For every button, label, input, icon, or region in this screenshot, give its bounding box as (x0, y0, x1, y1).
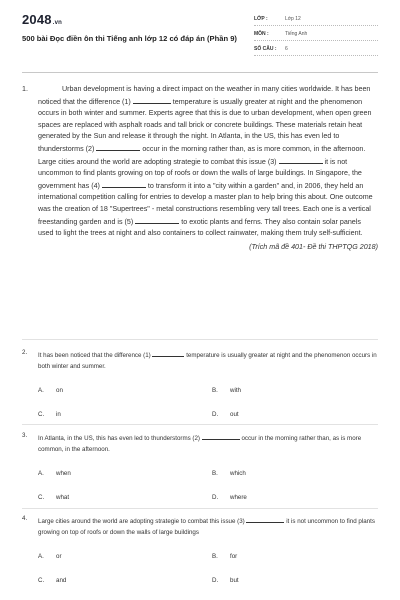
passage-text: Urban development is having a direct impact on the weather in many cities worldwide. It has been noticed that the difference (1) (38, 85, 371, 106)
passage-paragraph-1 (38, 84, 378, 156)
meta-row-class (254, 14, 378, 26)
option-letter: B. (212, 386, 218, 394)
option-letter: A. (38, 386, 44, 394)
answer-blank (246, 515, 284, 523)
answer-blank (96, 143, 140, 151)
question-number: 3. (22, 432, 28, 439)
passage-text: occur in the morning rather than, as is more common, in the afternoon. (142, 144, 366, 153)
option-letter: B. (212, 469, 218, 477)
meta-key: LỚP : (254, 16, 268, 22)
question-text-part: occur in the morning rather than, as is more common, in the afternoon. (38, 435, 362, 454)
option-d[interactable] (212, 494, 247, 501)
option-letter: C. (38, 410, 45, 418)
site-logo[interactable] (22, 12, 62, 27)
option-c[interactable] (38, 494, 69, 501)
question-divider (22, 339, 378, 340)
answer-blank (135, 216, 179, 224)
passage-text: to transform it into a "city within a garden" and, in 2006, they held an international competition calling for entries to develop a master plan to help bring this about. One outcome was the creation of 18 "Supertrees" - metal constructions resembling very tall trees. Each one is a vertical freestanding garden and is (5) (38, 181, 373, 226)
meta-row-count (254, 44, 378, 56)
question-text-part: temperature is usually greater at night and the phenomenon occurs in both winter and summer. (38, 352, 377, 371)
meta-value: Lớp 12 (285, 16, 301, 22)
option-letter: D. (212, 410, 219, 418)
logo-suffix: .vn (52, 20, 63, 26)
passage-paragraph-2 (38, 156, 378, 240)
option-text: for (230, 552, 238, 560)
page-header (0, 0, 400, 62)
option-text: when (56, 469, 71, 477)
answer-options (38, 539, 378, 585)
option-letter: C. (38, 576, 45, 584)
question-text (38, 515, 378, 539)
option-text: and (56, 576, 67, 584)
option-b[interactable] (212, 387, 241, 394)
question-divider (22, 424, 378, 425)
option-text: which (230, 469, 246, 477)
reading-passage (22, 84, 378, 253)
option-text: with (230, 386, 242, 394)
passage-text: to exotic plants and ferns. They also contain solar panels used to light the trees at night and also containers to collect rainwater, making them truly self-sufficient. (38, 217, 363, 238)
option-a[interactable] (38, 470, 71, 477)
option-a[interactable] (38, 387, 63, 394)
answer-blank (152, 349, 184, 357)
option-d[interactable] (212, 411, 239, 418)
question-text-part: Large cities around the world are adopting strategie to combat this issue (3) (38, 518, 245, 525)
question-2 (22, 349, 378, 419)
option-text: what (56, 493, 70, 501)
option-text: in (56, 410, 61, 418)
question-text-part: In Atlanta, in the US, this has even led to thunderstorms (2) (38, 435, 200, 442)
document-meta (254, 14, 378, 59)
option-c[interactable] (38, 577, 66, 584)
meta-key: SỐ CÂU : (254, 46, 277, 52)
option-text: out (230, 410, 239, 418)
option-b[interactable] (212, 470, 246, 477)
option-letter: A. (38, 469, 44, 477)
meta-row-subject (254, 29, 378, 41)
question-text (38, 432, 378, 456)
option-text: or (56, 552, 62, 560)
option-letter: B. (212, 552, 218, 560)
question-text-part: It has been noticed that the difference (1) (38, 352, 151, 359)
question-text-part: it is not uncommon to find plants growing on top of roofs or down the walls of large buildings (38, 518, 375, 537)
option-a[interactable] (38, 553, 62, 560)
option-text: where (230, 493, 247, 501)
passage-body (38, 84, 378, 253)
option-text: on (56, 386, 63, 394)
option-b[interactable] (212, 553, 237, 560)
header-divider (22, 72, 378, 73)
answer-blank (102, 180, 146, 188)
logo-text: 2048 (22, 12, 52, 27)
answer-blank (133, 96, 171, 104)
answer-options (38, 373, 378, 419)
option-text: but (230, 576, 239, 584)
question-number: 4. (22, 515, 28, 522)
meta-key: MÔN : (254, 31, 269, 37)
question-3 (22, 432, 378, 502)
question-text (38, 349, 378, 373)
option-letter: C. (38, 493, 45, 501)
option-letter: A. (38, 552, 44, 560)
option-d[interactable] (212, 577, 239, 584)
passage-source: (Trích mã đề 401- Đề thi THPTQG 2018) (249, 242, 378, 251)
passage-text: it is not uncommon to find plants growing on top of roofs or down the walls of large buildings. In Singapore, the government has (4) (38, 157, 362, 190)
passage-text: Large cities around the world are adopting strategie to combat this issue (3) (38, 157, 277, 166)
answer-blank (202, 432, 240, 440)
question-number: 2. (22, 349, 28, 356)
option-letter: D. (212, 493, 219, 501)
question-number: 1. (22, 85, 28, 93)
option-c[interactable] (38, 411, 61, 418)
passage-text: temperature is usually greater at night and the phenomenon occurs in both winter and summer. Experts agree that this is due to urban development, when open green spaces are replaced with asphalt roads and tall brick or concrete buildings. These materials retain heat generated by the Sun and release it through the night. In Atlanta, in the US, this has even led to thunderstorms (2) (38, 97, 372, 153)
option-letter: D. (212, 576, 219, 584)
answer-blank (279, 156, 323, 164)
meta-value: 6 (285, 46, 288, 52)
document-title: 500 bài Đọc điền ôn thi Tiếng anh lớp 12 có đáp án (Phần 9) (22, 34, 237, 43)
question-4 (22, 515, 378, 585)
answer-options (38, 456, 378, 502)
question-divider (22, 508, 378, 509)
meta-value: Tiếng Anh (285, 31, 308, 37)
